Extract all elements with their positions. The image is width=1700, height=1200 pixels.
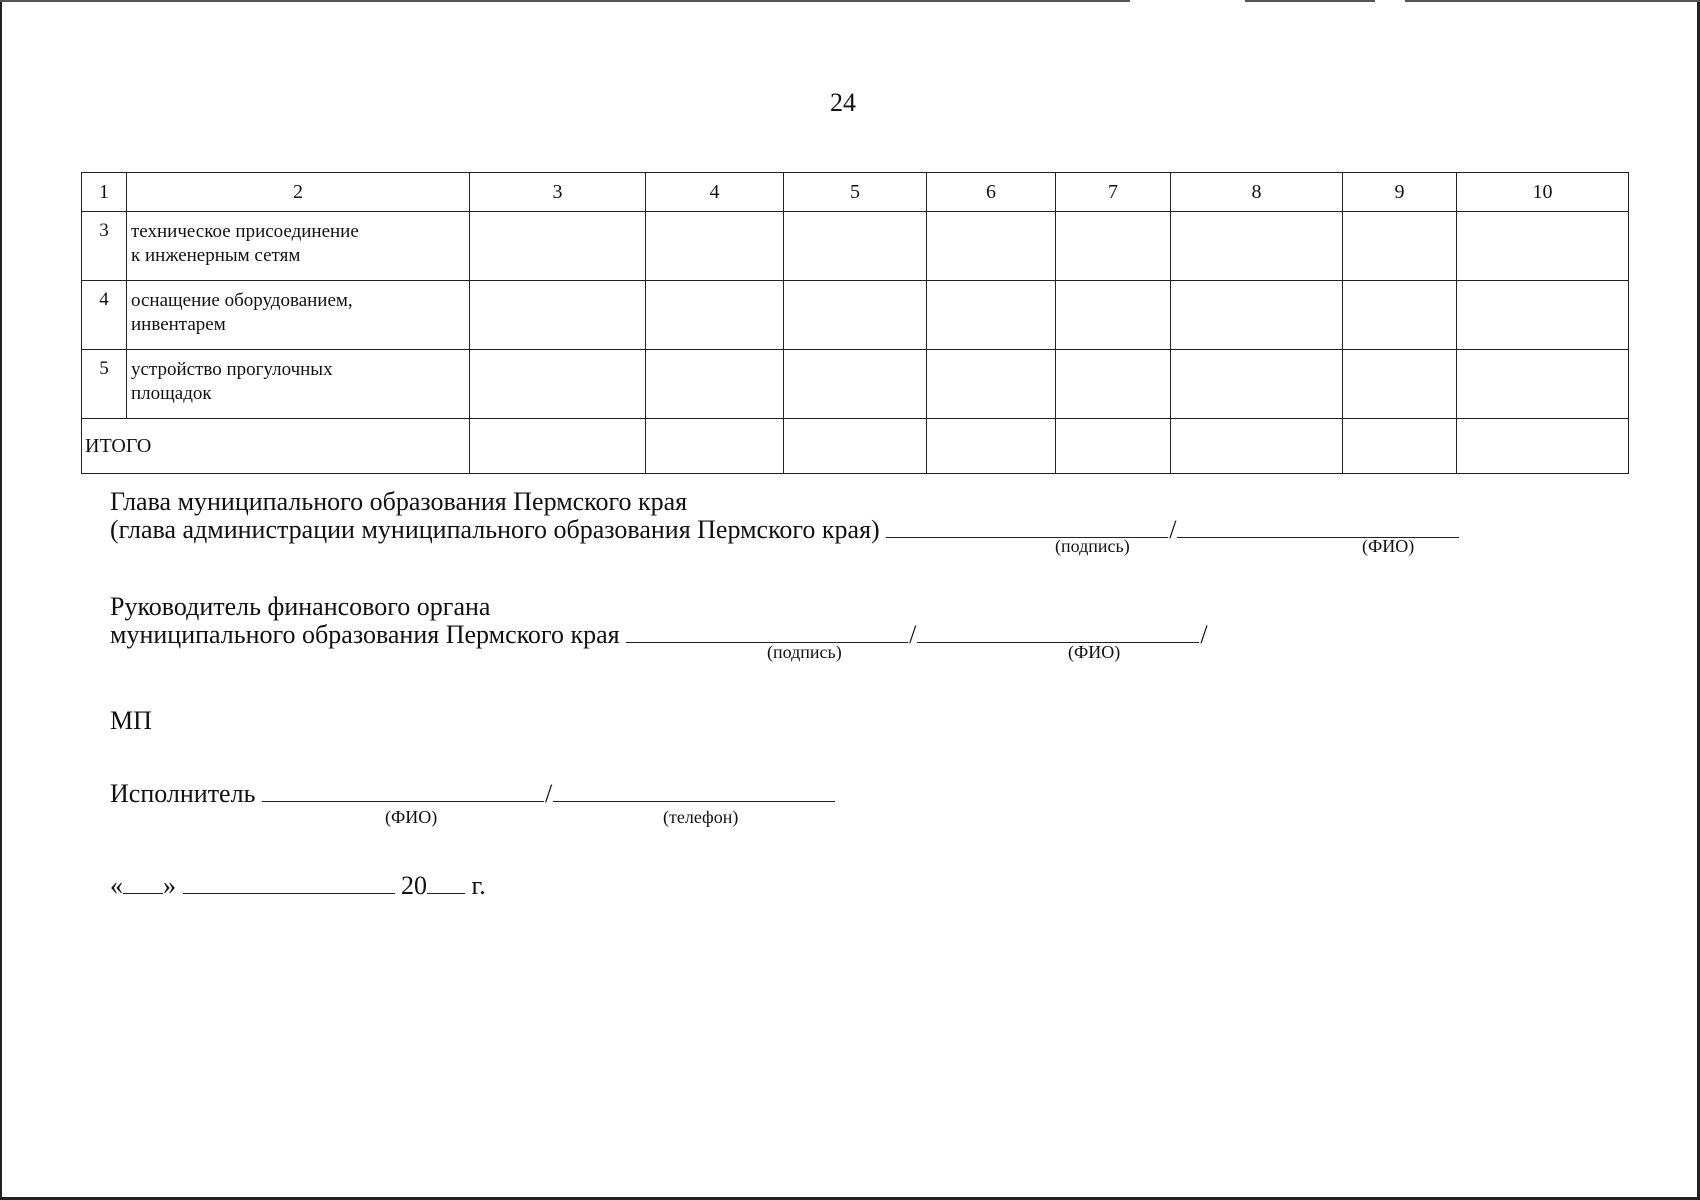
table-total-row (82, 419, 1629, 474)
table-header-row (82, 173, 1629, 212)
finance-signature-field[interactable] (626, 620, 908, 643)
separator: / (1169, 515, 1177, 544)
executor-label: Исполнитель (110, 779, 256, 808)
head-signature-field[interactable] (886, 515, 1168, 538)
empty-cell (1343, 281, 1457, 350)
finance-caption-name: (ФИО) (1068, 642, 1121, 662)
page-number: 24 (830, 88, 856, 117)
row-name (127, 281, 470, 350)
header-cell: 6 (927, 173, 1056, 212)
head-title-line2 (110, 515, 1459, 543)
empty-cell (1056, 281, 1171, 350)
header-cell: 9 (1343, 173, 1457, 212)
date-open-quote: « (110, 871, 123, 900)
empty-cell (1056, 212, 1171, 281)
date-year-field[interactable] (427, 871, 465, 894)
empty-cell (1457, 212, 1629, 281)
empty-cell (470, 350, 646, 419)
total-label: ИТОГО (82, 419, 470, 474)
empty-cell (646, 419, 784, 474)
executor-phone-field[interactable] (553, 779, 835, 802)
executor-name-field[interactable] (262, 779, 544, 802)
empty-cell (784, 350, 927, 419)
separator: / (1200, 620, 1208, 649)
empty-cell (646, 212, 784, 281)
header-cell: 2 (127, 173, 470, 212)
head-caption-signature: (подпись) (1055, 536, 1130, 556)
separator: / (909, 620, 917, 649)
header-cell: 3 (470, 173, 646, 212)
date-month-field[interactable] (183, 871, 395, 894)
head-signature-block (110, 488, 1459, 543)
empty-cell (927, 350, 1056, 419)
empty-cell (1457, 419, 1629, 474)
header-cell: 5 (784, 173, 927, 212)
executor-block (110, 779, 835, 807)
date-day-field[interactable] (123, 871, 163, 894)
row-name-line: к инженерным сетям (131, 245, 301, 266)
header-cell: 8 (1171, 173, 1343, 212)
empty-cell (1171, 419, 1343, 474)
date-close-quote: » (163, 871, 176, 900)
head-title-line1: Глава муниципального образования Пермского края (110, 487, 688, 516)
empty-cell (927, 419, 1056, 474)
empty-cell (784, 212, 927, 281)
finance-signature-block (110, 593, 1209, 648)
date-year-prefix: 20 (401, 871, 427, 900)
empty-cell (470, 281, 646, 350)
empty-cell (470, 419, 646, 474)
report-table (81, 172, 1629, 474)
finance-title-line2 (110, 620, 1209, 648)
row-number: 5 (82, 350, 127, 419)
stamp-label: МП (110, 706, 152, 735)
empty-cell (927, 212, 1056, 281)
row-name (127, 212, 470, 281)
empty-cell (1457, 350, 1629, 419)
finance-title-line2-text: муниципального образования Пермского края (110, 620, 620, 649)
head-name-field[interactable] (1177, 515, 1459, 538)
empty-cell (1056, 419, 1171, 474)
row-name-line: инвентарем (131, 314, 226, 335)
empty-cell (927, 281, 1056, 350)
empty-cell (1056, 350, 1171, 419)
finance-title-line1: Руководитель финансового органа (110, 592, 491, 621)
header-cell: 1 (82, 173, 127, 212)
empty-cell (784, 419, 927, 474)
row-number: 4 (82, 281, 127, 350)
empty-cell (470, 212, 646, 281)
empty-cell (1457, 281, 1629, 350)
table-row (82, 350, 1629, 419)
empty-cell (1343, 350, 1457, 419)
empty-cell (1343, 212, 1457, 281)
executor-caption-name: (ФИО) (385, 807, 438, 827)
empty-cell (784, 281, 927, 350)
empty-cell (1343, 419, 1457, 474)
header-cell: 7 (1056, 173, 1171, 212)
scan-top-edge (1405, 0, 1700, 2)
empty-cell (646, 350, 784, 419)
header-cell: 4 (646, 173, 784, 212)
table-row (82, 212, 1629, 281)
date-line (110, 871, 486, 899)
head-caption-name: (ФИО) (1362, 536, 1415, 556)
row-name (127, 350, 470, 419)
scan-top-edge (1245, 0, 1375, 2)
row-number: 3 (82, 212, 127, 281)
separator: / (544, 779, 553, 808)
row-name-line: техническое присоединение (131, 221, 359, 242)
table-row (82, 281, 1629, 350)
empty-cell (1171, 281, 1343, 350)
scan-top-edge (0, 0, 1130, 2)
empty-cell (1171, 212, 1343, 281)
row-name-line: площадок (131, 383, 212, 404)
empty-cell (646, 281, 784, 350)
finance-name-field[interactable] (917, 620, 1199, 643)
date-year-suffix: г. (471, 871, 486, 900)
head-title-line2-text: (глава администрации муниципального образования Пермского края) (110, 515, 880, 544)
finance-caption-signature: (подпись) (767, 642, 842, 662)
empty-cell (1171, 350, 1343, 419)
row-name-line: устройство прогулочных (131, 359, 333, 380)
executor-caption-phone: (телефон) (663, 807, 739, 827)
header-cell: 10 (1457, 173, 1629, 212)
row-name-line: оснащение оборудованием, (131, 290, 353, 311)
